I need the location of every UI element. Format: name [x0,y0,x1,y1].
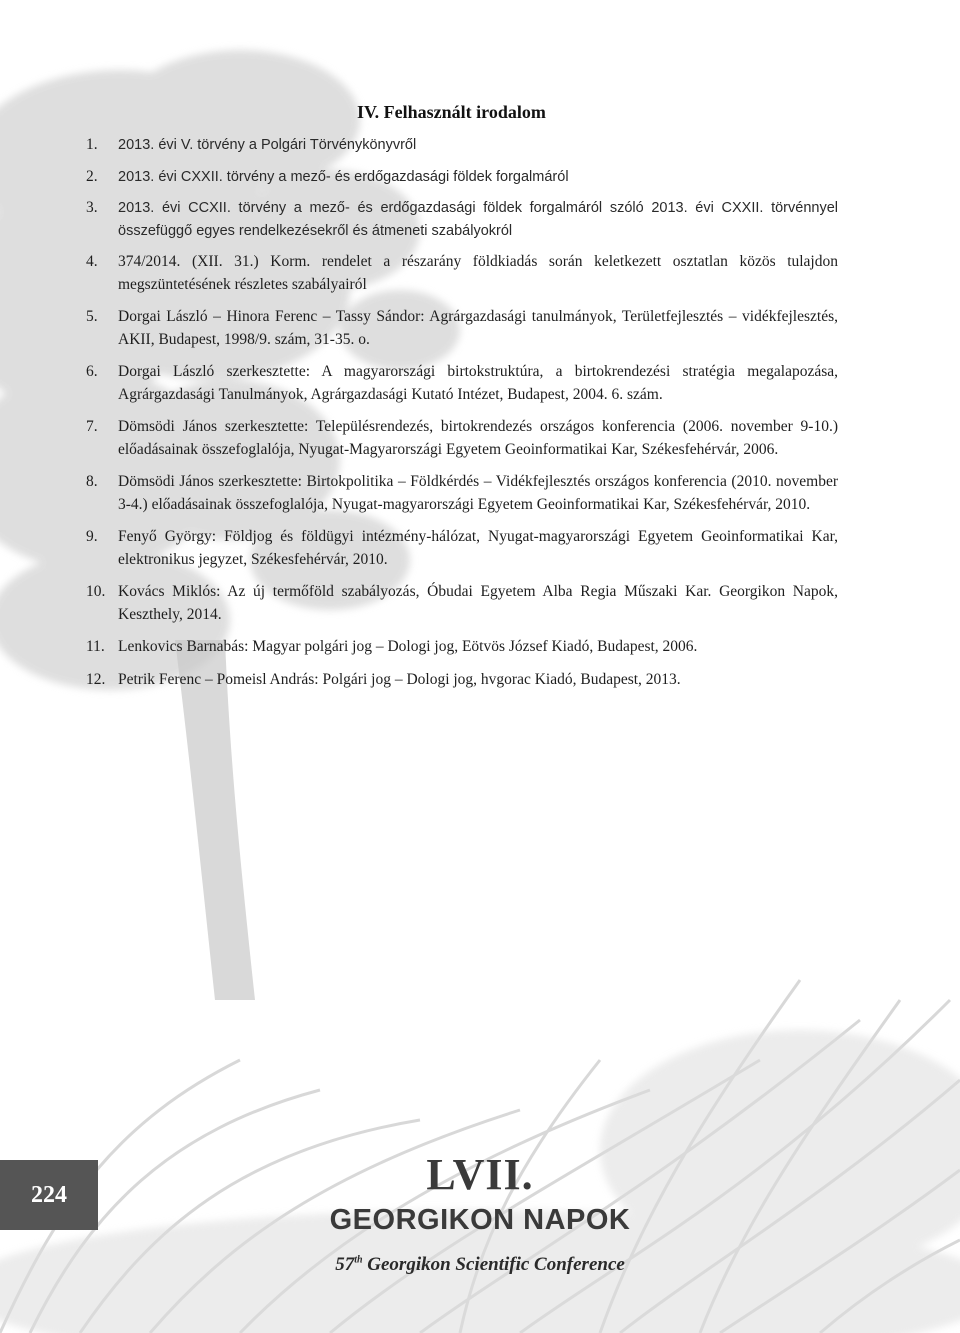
reference-item [86,197,838,242]
reference-list [86,134,838,701]
reference-text: Lenkovics Barnabás: Magyar polgári jog – Dologi jog, Eötvös József Kiadó, Budapest, 2006. [118,638,698,655]
conference-subtitle [280,1254,680,1276]
reference-item [86,636,838,659]
page-number-box [0,1160,98,1230]
reference-item [86,251,838,296]
reference-text: Kovács Miklós: Az új termőföld szabályozás, Óbudai Egyetem Alba Regia Műszaki Kar. Georgikon Napok, Keszthely, 2014. [118,583,838,623]
reference-text: Dömsödi János szerkesztette: Birtokpolitika – Földkérdés – Vidékfejlesztés országos konferencia (2010. november 3-4.) előadásainak összefoglalója, Nyugat-magyarországi Egyetem Geoinformatikai Kar, Székesfehérvár, 2010. [118,473,838,513]
reference-number: 3. [86,199,98,216]
reference-text: Dorgai László szerkesztette: A magyarországi birtokstruktúra, a birtokrendezési stratégia megalapozása, Agrárgazdasági Tanulmányok, Agrárgazdasági Kutató Intézet, Budapest, 2004. 6. szám. [118,363,838,403]
reference-text: 2013. évi V. törvény a Polgári Törvénykönyvről [118,137,417,153]
conference-roman-numeral: LVII. [426,1150,534,1199]
conference-subtitle-text: Georgikon Scientific Conference [362,1254,625,1275]
conference-name: GEORGIKON NAPOK [329,1204,631,1236]
reference-number: 12. [86,670,106,688]
reference-number: 5. [86,308,98,325]
reference-number: 6. [86,363,98,380]
reference-number: 10. [86,583,106,600]
section-title: IV. Felhasznált irodalom [357,102,546,122]
reference-text: Dömsödi János szerkesztette: Településrendezés, birtokrendezés országos konferencia (2006. november 9-10.) előadásainak összefoglalója, Nyugat-Magyarországi Egyetem Geoinformatikai Kar, Székesfehérvár, 2006. [118,418,838,458]
reference-number: 11. [86,638,105,655]
reference-text: 2013. évi CXXII. törvény a mező- és erdőgazdasági földek forgalmáról [118,168,569,185]
reference-item [86,134,838,157]
reference-text: Fenyő György: Földjog és földügyi intézmény-hálózat, Nyugat-magyarországi Egyetem Geoinformatikai Kar, elektronikus jegyzet, Székesfehérvár, 2010. [118,528,838,568]
reference-item [86,526,838,571]
reference-number: 8. [86,473,98,490]
reference-item [86,416,838,461]
reference-number: 7. [86,418,98,435]
reference-number: 2. [86,167,98,185]
conference-subtitle-ordinal: th [354,1254,363,1266]
reference-number: 1. [86,136,98,153]
reference-number: 9. [86,528,98,545]
reference-number: 4. [86,253,98,270]
reference-item [86,166,838,189]
reference-item [86,581,838,626]
reference-text: Dorgai László – Hinora Ferenc – Tassy Sándor: Agrárgazdasági tanulmányok, Területfejlesztés – vidékfejlesztés, AKII, Budapest, 1998/9. szám, 31-35. o. [118,308,838,348]
reference-text: Petrik Ferenc – Pomeisl András: Polgári jog – Dologi jog, hvgorac Kiadó, Budapest, 2013. [118,670,681,688]
conference-subtitle-number: 57 [335,1254,355,1275]
reference-item [86,669,838,692]
conference-footer [280,1150,680,1276]
reference-text: 2013. évi CCXII. törvény a mező- és erdőgazdasági földek forgalmáról szóló 2013. évi CXXII. törvénnyel összefüggő egyes rendelkezésekről és átmeneti szabályokról [118,200,838,239]
reference-text: 374/2014. (XII. 31.) Korm. rendelet a részarány földkiadás során keletkezett osztatlan közös tulajdon megszüntetésének részletes szabályairól [118,253,838,293]
reference-item [86,306,838,351]
page-number: 224 [31,1181,67,1208]
reference-item [86,471,838,516]
reference-item [86,361,838,406]
